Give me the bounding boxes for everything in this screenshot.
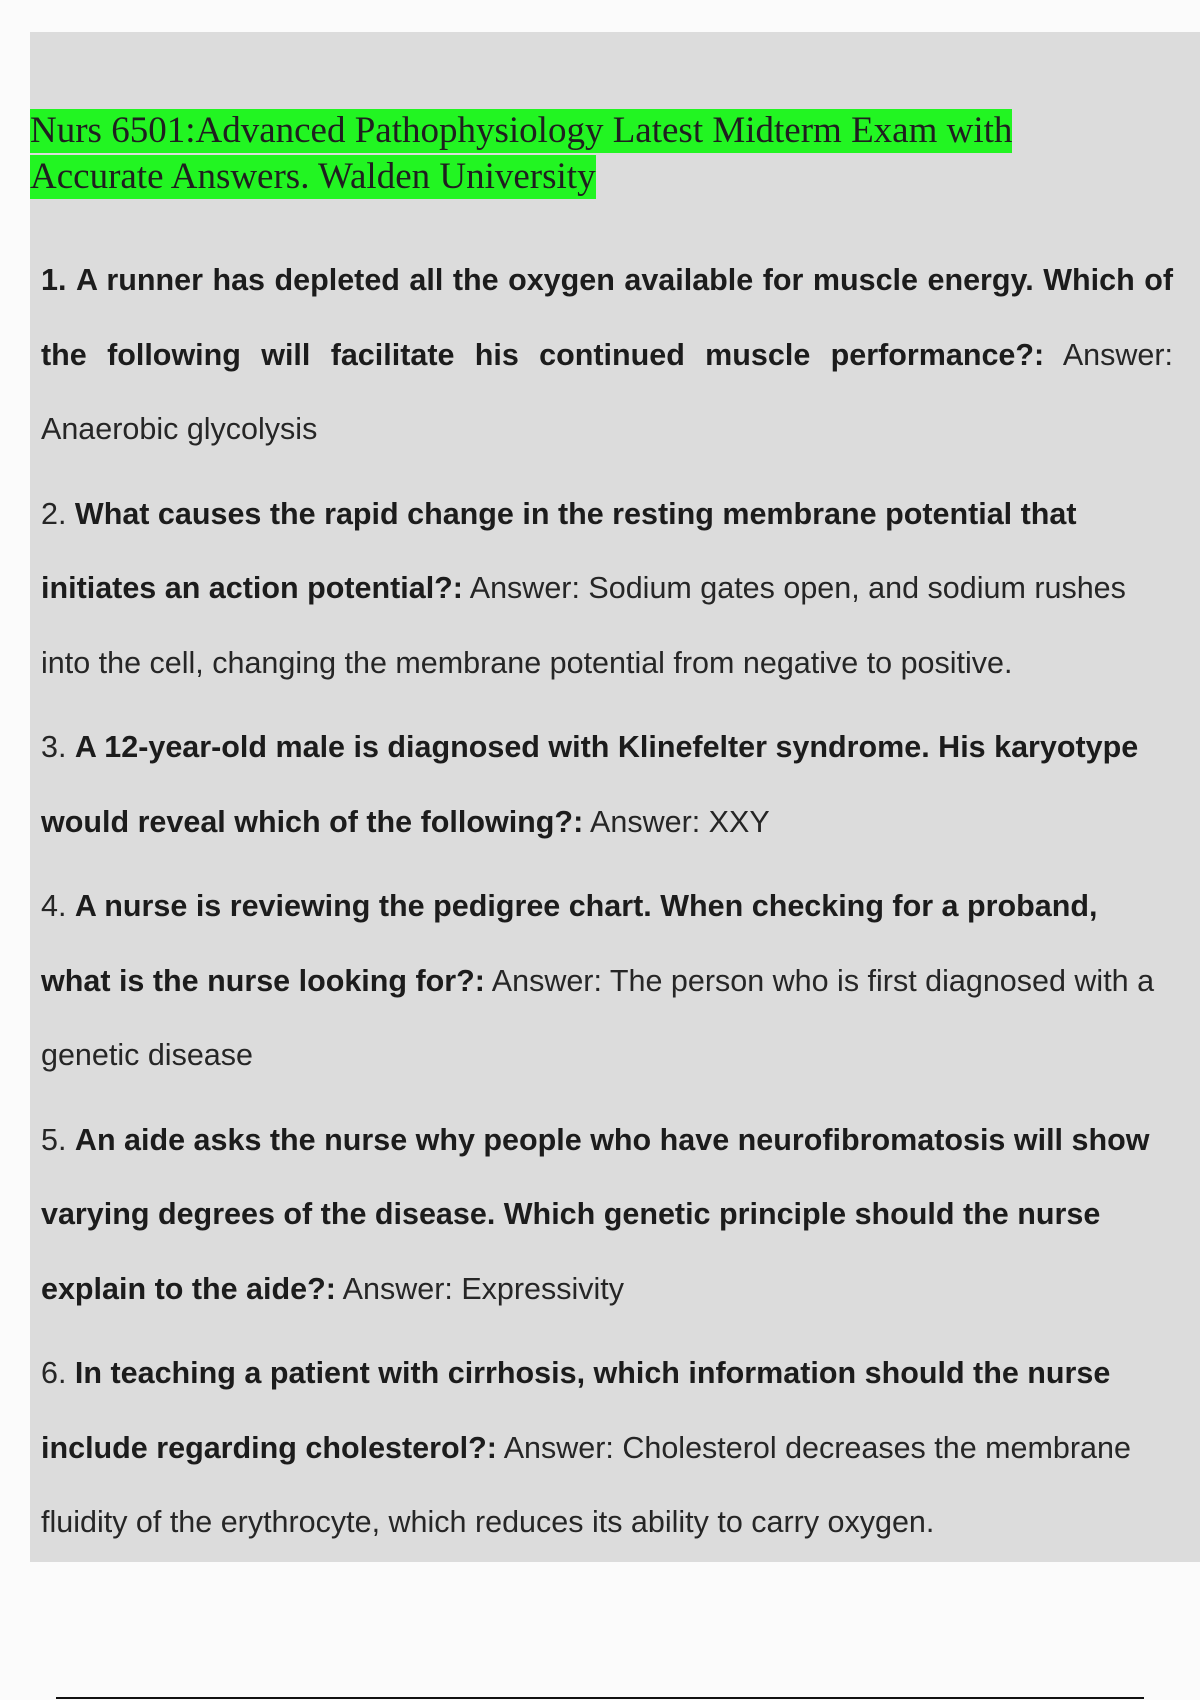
question-number: 3.: [41, 730, 67, 764]
answer-text: Answer: Anaerobic glycolysis: [41, 337, 1173, 446]
question-item-2: [41, 477, 1173, 701]
question-text: A 12-year-old male is diagnosed with Klinefelter syndrome. His karyotype would reveal which of the following?:: [41, 730, 1139, 839]
answer-text: Answer: Sodium gates open, and sodium rushes into the cell, changing the membrane potential from negative to positive.: [41, 571, 1126, 680]
title-highlight: Nurs 6501:Advanced Pathophysiology Latest Midterm Exam with Accurate Answers. Walden University: [30, 110, 1013, 197]
question-text: A nurse is reviewing the pedigree chart. When checking for a proband, what is the nurse looking for?:: [41, 889, 1098, 998]
question-item-1: [41, 243, 1173, 467]
answer-text: Answer: Expressivity: [342, 1271, 625, 1306]
answer-text: Answer: The person who is first diagnosed with a genetic disease: [41, 963, 1155, 1072]
question-item-4: [41, 869, 1173, 1093]
question-item-3: [41, 710, 1173, 859]
question-number: 2.: [41, 496, 67, 531]
question-list: [41, 243, 1173, 1570]
question-item-5: [41, 1103, 1173, 1327]
question-item-6: [41, 1336, 1173, 1560]
question-number: 6.: [41, 1356, 67, 1390]
question-text: What causes the rapid change in the resting membrane potential that initiates an action potential?:: [41, 496, 1077, 605]
question-text: An aide asks the nurse why people who have neurofibromatosis will show varying degrees of the disease. Which genetic principle should the nurse explain to the aide?:: [41, 1122, 1150, 1306]
answer-text: Answer: XXY: [590, 804, 770, 839]
question-text: A runner has depleted all the oxygen available for muscle energy. Which of the following will facilitate his continued muscle performance?:: [41, 263, 1174, 372]
document-title: [30, 108, 1130, 200]
footer-divider: [56, 1697, 1144, 1699]
answer-text: Answer: Cholesterol decreases the membrane fluidity of the erythrocyte, which reduces its ability to carry oxygen.: [41, 1430, 1131, 1539]
question-number: 5.: [41, 1122, 67, 1157]
question-number: 1.: [41, 263, 67, 297]
question-number: 4.: [41, 889, 67, 923]
question-text: In teaching a patient with cirrhosis, which information should the nurse include regarding cholesterol?:: [41, 1356, 1111, 1465]
